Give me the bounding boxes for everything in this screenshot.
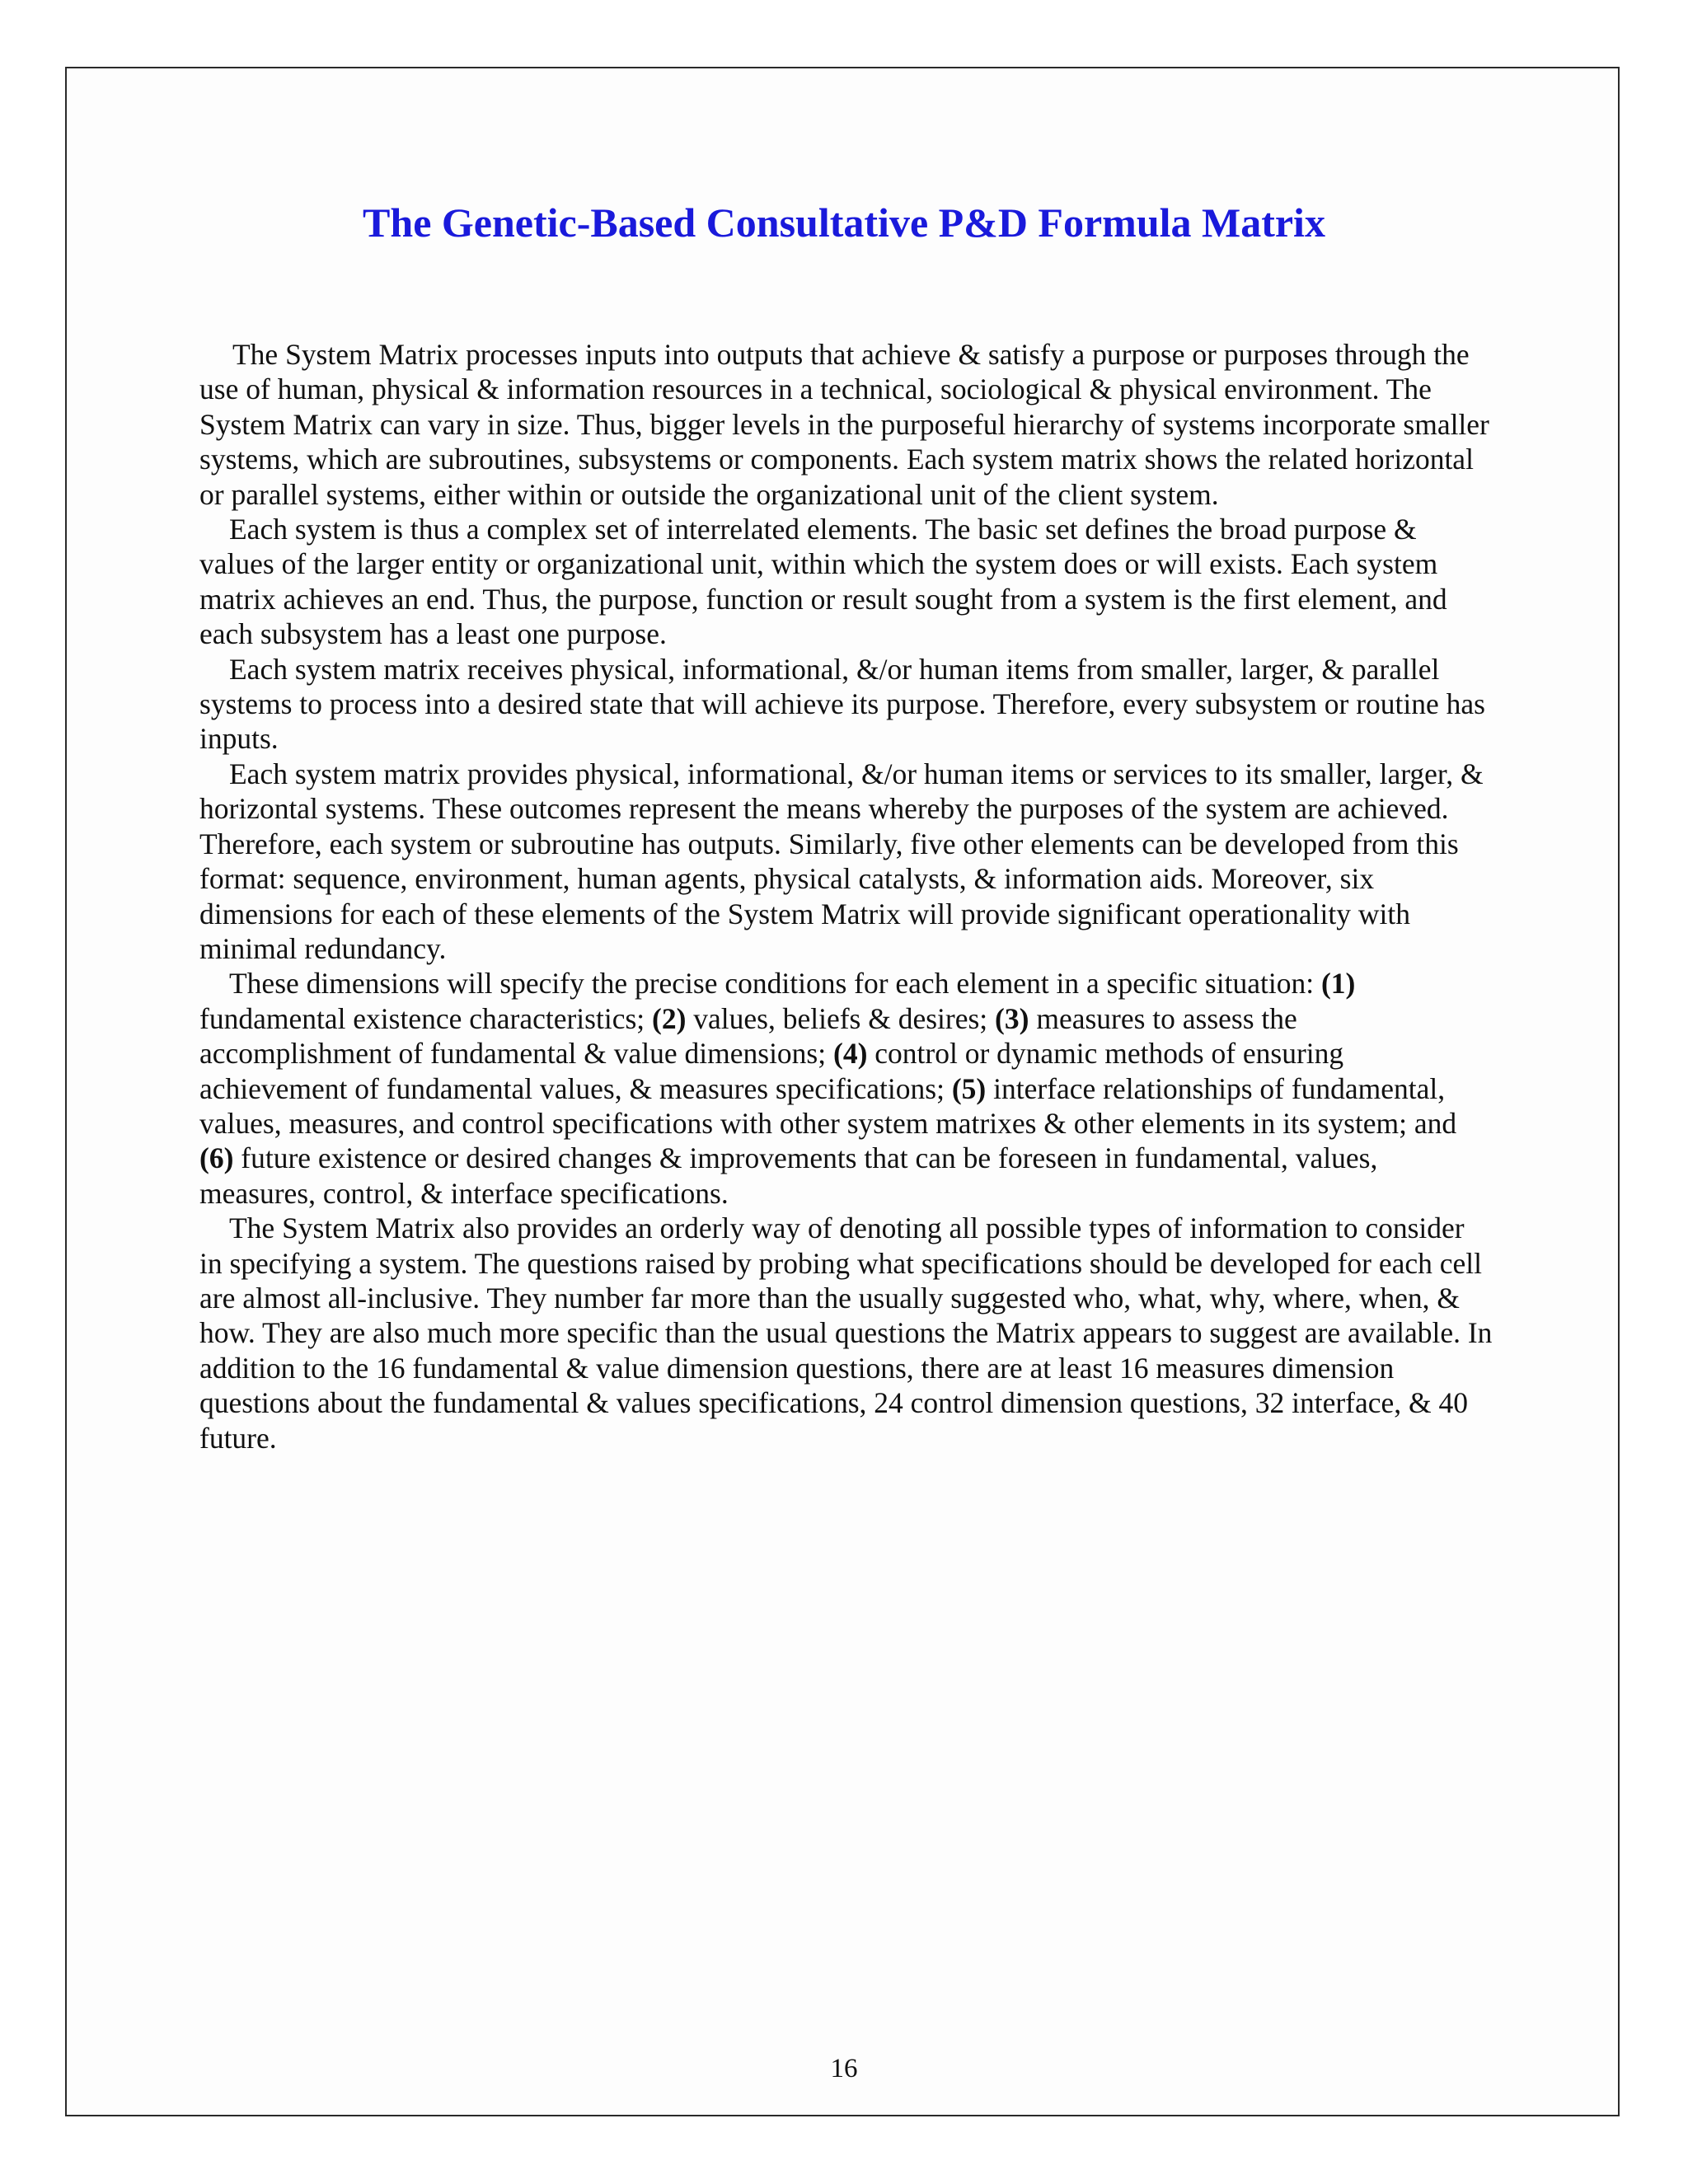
text-segment: interface relationships of fundamental, values, measures, and control specifications with other system matrixes & other elements in its system; and	[199, 1071, 1457, 1140]
dimension-number: (6)	[199, 1141, 234, 1175]
text-segment: measures to assess the accomplishment of fundamental & value dimensions;	[199, 1001, 1297, 1071]
dimension-number: (2)	[652, 1001, 687, 1035]
text-segment: values, beliefs & desires;	[686, 1001, 996, 1035]
body-text	[199, 337, 1493, 1455]
paragraph	[199, 652, 1493, 757]
dimension-number: (4)	[833, 1037, 868, 1071]
text-segment: fundamental existence characteristics;	[199, 1001, 653, 1035]
paragraph	[199, 966, 1493, 1211]
paragraph	[199, 337, 1493, 512]
dimension-number: (5)	[951, 1071, 987, 1105]
page-number: 16	[830, 2054, 858, 2083]
text-segment: The System Matrix processes inputs into outputs that achieve & satisfy a purpose or purposes through the use of human, physical & information resources in a technical, sociological & physical environment. The System Matrix can vary in size. Thus, bigger levels in the purposeful hierarchy of systems incorporate smaller systems, which are subroutines, subsystems or components. Each system matrix shows the related horizontal or parallel systems, either within or outside the organizational unit of the client system.	[199, 338, 1489, 511]
text-segment: These dimensions will specify the precise conditions for each element in a specific situation:	[229, 967, 1321, 1001]
paragraph	[199, 512, 1493, 652]
dimension-number: (1)	[1320, 967, 1356, 1001]
page-title: The Genetic-Based Consultative P&D Formula Matrix	[363, 199, 1325, 246]
text-segment: Each system matrix provides physical, informational, &/or human items or services to its smaller, larger, & horizontal systems. These outcomes represent the means whereby the purposes of the system are achieved. Therefore, each system or subroutine has outputs. Similarly, five other elements can be developed from this format: sequence, environment, human agents, physical catalysts, & information aids. Moreover, six dimensions for each of these elements of the System Matrix will provide significant operationality with minimal redundancy.	[199, 757, 1484, 965]
text-segment: future existence or desired changes & improvements that can be foreseen in fundamental, values, measures, control, & interface specifications.	[199, 1141, 1378, 1210]
paragraph	[199, 1211, 1493, 1455]
dimension-number: (3)	[995, 1001, 1029, 1035]
text-segment: The System Matrix also provides an orderly way of denoting all possible types of information to consider in specifying a system. The questions raised by probing what specifications should be developed for each cell are almost all-inclusive. They number far more than the usually suggested who, what, why, where, when, & how. They are also much more specific than the usual questions the Matrix appears to suggest are available. In addition to the 16 fundamental & value dimension questions, there are at least 16 measures dimension questions about the fundamental & values specifications, 24 control dimension questions, 32 interface, & 40 future.	[199, 1212, 1493, 1455]
paragraph	[199, 757, 1493, 966]
text-segment: Each system is thus a complex set of interrelated elements. The basic set defines the broad purpose & values of the larger entity or organizational unit, within which the system does or will exists. Each system matrix achieves an end. Thus, the purpose, function or result sought from a system is the first element, and each subsystem has a least one purpose.	[199, 513, 1447, 651]
text-segment: Each system matrix receives physical, informational, &/or human items from smaller, larger, & parallel systems to process into a desired state that will achieve its purpose. Therefore, every subsystem or routine has inputs.	[199, 652, 1485, 756]
text-segment: control or dynamic methods of ensuring achievement of fundamental values, & measures specifications;	[199, 1037, 1344, 1105]
